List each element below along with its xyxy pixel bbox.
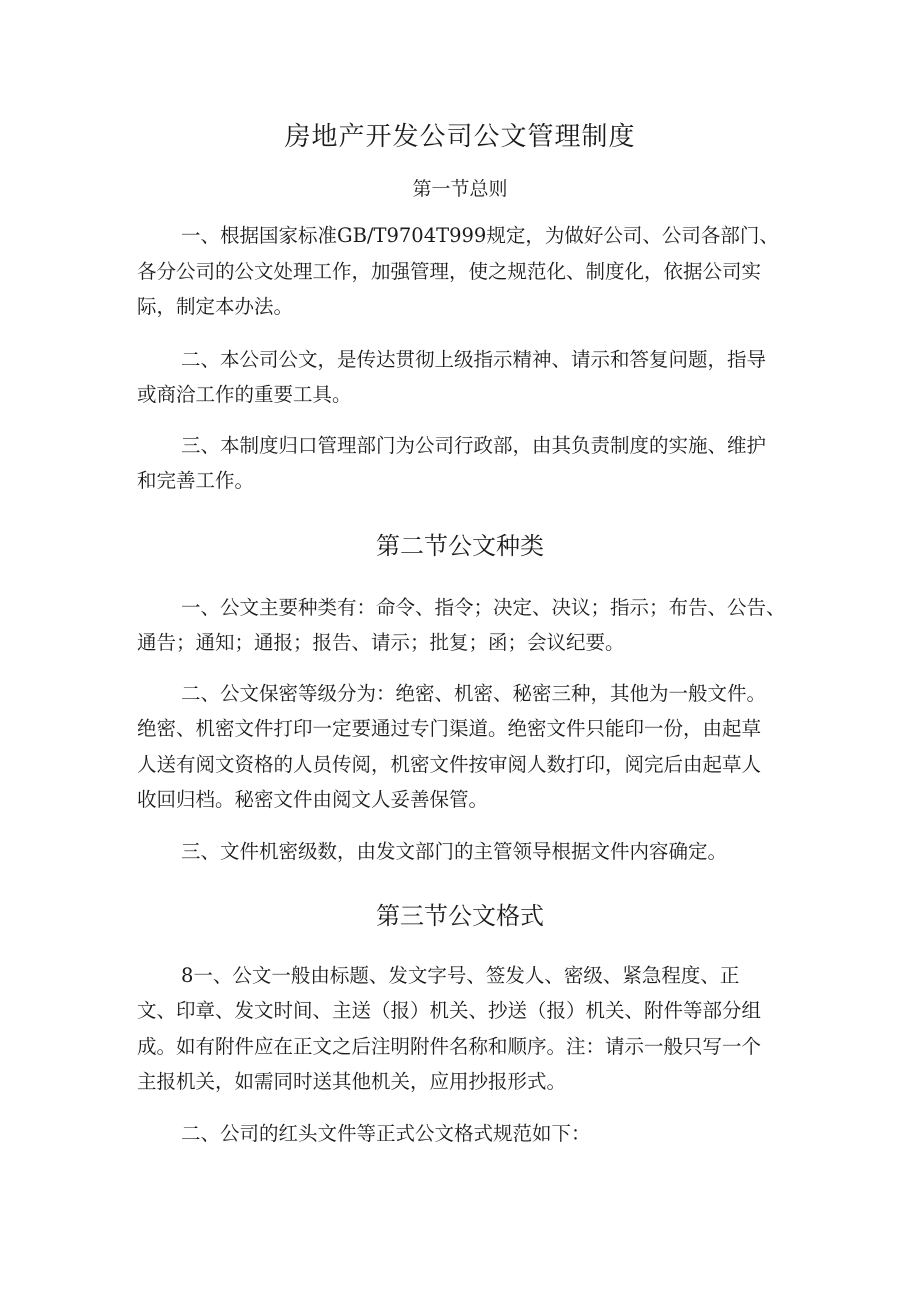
paragraph-line: 人送有阅文资格的人员传阅，机密文件按审阅人数打印，阅完后由起草人	[137, 753, 762, 776]
paragraph-line: 各分公司的公文处理工作，加强管理，使之规范化、制度化，依据公司实	[137, 260, 762, 283]
paragraph-line: 收回归档。秘密文件由阅文人妥善保管。	[137, 788, 489, 811]
paragraph-line: 一、公文主要种类有：命令、指令；决定、决议；指示；布告、公告、	[181, 596, 786, 619]
paragraph-line: 二、公文保密等级分为：绝密、机密、秘密三种，其他为一般文件。	[181, 682, 767, 705]
paragraph-line: 际，制定本办法。	[137, 295, 294, 318]
paragraph-line: 绝密、机密文件打印一定要通过专门渠道。绝密文件只能印一份，由起草	[137, 717, 762, 740]
paragraph-line: 三、文件机密级数，由发文部门的主管领导根据文件内容确定。	[181, 840, 728, 863]
paragraph-line: 三、本制度归口管理部门为公司行政部，由其负责制度的实施、维护	[181, 434, 767, 457]
paragraph-line: 8一、公文一般由标题、发文字号、签发人、密级、紧急程度、正	[181, 964, 740, 987]
section2-heading: 第二节公文种类	[376, 532, 544, 560]
paragraph-line: 成。如有附件应在正文之后注明附件名称和顺序。注：请示一般只写一个	[137, 1035, 762, 1058]
paragraph-line: 或商洽工作的重要工具。	[137, 383, 352, 406]
paragraph-line: 主报机关，如需同时送其他机关，应用抄报形式。	[137, 1070, 567, 1093]
paragraph-line: 通告；通知；通报；报告、请示；批复；函；会议纪要。	[137, 631, 625, 654]
paragraph-line: 一、根据国家标准GB/T9704T999规定，为做好公司、公司各部门、	[181, 224, 779, 247]
section1-heading: 第一节总则	[412, 178, 508, 200]
paragraph-line: 文、印章、发文时间、主送（报）机关、抄送（报）机关、附件等部分组	[137, 999, 762, 1022]
paragraph-line: 二、公司的红头文件等正式公文格式规范如下：	[181, 1122, 591, 1145]
section3-heading: 第三节公文格式	[376, 902, 544, 930]
paragraph-line: 二、本公司公文，是传达贯彻上级指示精神、请示和答复问题，指导	[181, 348, 767, 371]
paragraph-line: 和完善工作。	[137, 469, 255, 492]
document-title: 房地产开发公司公文管理制度	[284, 122, 636, 152]
